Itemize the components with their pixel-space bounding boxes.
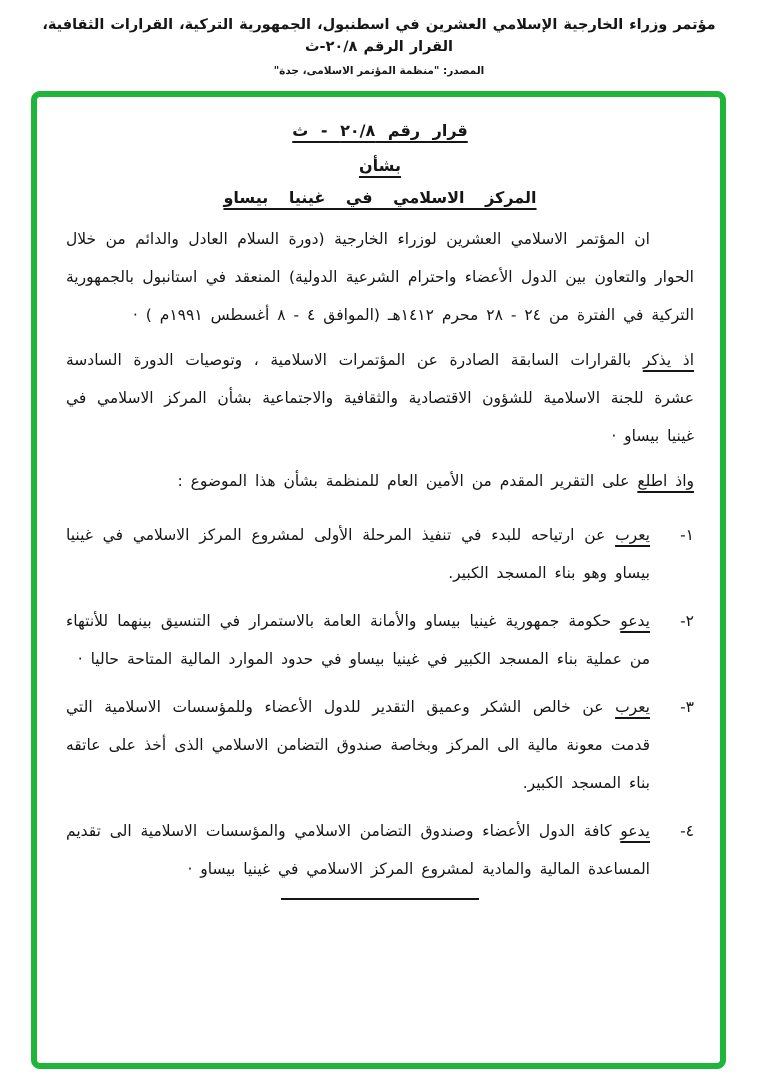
document-frame xyxy=(31,91,726,1069)
item-text-block xyxy=(66,602,650,678)
item-lead: يعرب xyxy=(615,698,650,716)
end-of-document-rule xyxy=(281,898,479,900)
recalling-clause-lead: اذ يذكر xyxy=(642,351,694,369)
item-text: عن خالص الشكر وعميق التقدير للدول الأعضاء وللمؤسسات الاسلامية التي قدمت معونة مالية الى المركز وبخاصة صندوق التضامن الاسلامي الذى أخذ على عاتقه بناء المسجد الكبير. xyxy=(66,698,650,792)
item-text: حكومة جمهورية غينيا بيساو والأمانة العامة بالاستمرار في التنسيق بينهما للأنتهاء من عملية بناء المسجد الكبير في غينيا بيساو في حدود الموارد المالية المتاحة حاليا · xyxy=(66,612,650,668)
resolution-item-3 xyxy=(66,688,694,802)
item-number: ٣- xyxy=(680,698,694,716)
source-value: "منظمة المؤتمر الاسلامى، جدة" xyxy=(273,65,440,77)
item-number: ١- xyxy=(680,526,694,544)
recalling-clause-text: بالقرارات السابقة الصادرة عن المؤتمرات الاسلامية ، وتوصيات الدورة السادسة عشرة للجنة الاسلامية للشؤون الاقتصادية والثقافية والاجتماعية بشأن المركز الاسلامي في غينيا بيساو · xyxy=(66,351,694,445)
item-text-block xyxy=(66,688,650,802)
item-lead: يدعو xyxy=(620,612,650,630)
resolution-subject-label: بشأن xyxy=(359,156,401,175)
item-lead: يدعو xyxy=(620,822,650,840)
resolution-item-1 xyxy=(66,516,694,592)
item-number: ٢- xyxy=(680,612,694,630)
header-citation-line: مؤتمر وزراء الخارجية الإسلامي العشرين في اسطنبول، الجمهورية التركية، القرارات الثقافية، القرار الرقم ٢٠/٨-ث xyxy=(42,17,716,55)
source-line xyxy=(0,64,758,79)
noting-clause-text: على التقرير المقدم من الأمين العام للمنظمة بشأن هذا الموضوع : xyxy=(177,472,638,490)
resolution-items xyxy=(66,516,694,888)
item-number: ٤- xyxy=(680,822,694,840)
item-text: عن ارتياحه للبدء في تنفيذ المرحلة الأولى لمشروع المركز الاسلامي في غينيا بيساو وهو بناء المسجد الكبير. xyxy=(66,526,650,582)
resolution-subject-title: المركز الاسلامي في غينيا بيساو xyxy=(223,188,537,207)
item-text-block xyxy=(66,812,650,888)
page-header xyxy=(0,0,758,79)
preamble-paragraph-noting xyxy=(66,462,694,500)
noting-clause-lead: واذ اطلع xyxy=(637,472,694,490)
resolution-number-title: قرار رقم ٢٠/٨ - ث xyxy=(292,121,468,140)
resolution-item-4 xyxy=(66,812,694,888)
source-label: المصدر: xyxy=(443,65,485,77)
item-lead: يعرب xyxy=(615,526,650,544)
item-text: كافة الدول الأعضاء وصندوق التضامن الاسلامي والمؤسسات الاسلامية الى تقديم المساعدة المالية والمادية لمشروع المركز الاسلامي في غينيا بيساو · xyxy=(66,822,650,878)
preamble-session-text: ان المؤتمر الاسلامي العشرين لوزراء الخارجية (دورة السلام العادل والدائم من خلال الحوار والتعاون بين الدول الأعضاء واحترام الشرعية الدولية) المنعقد في استانبول بالجمهورية التركية في الفترة من ٢٤ - ٢٨ محرم ١٤١٢هـ (الموافق ٤ - ٨ أغسطس ١٩٩١م ) · xyxy=(66,230,694,324)
preamble-paragraph-session xyxy=(66,220,694,334)
resolution-item-2 xyxy=(66,602,694,678)
item-text-block xyxy=(66,516,650,592)
preamble-paragraph-recalling xyxy=(66,341,694,455)
